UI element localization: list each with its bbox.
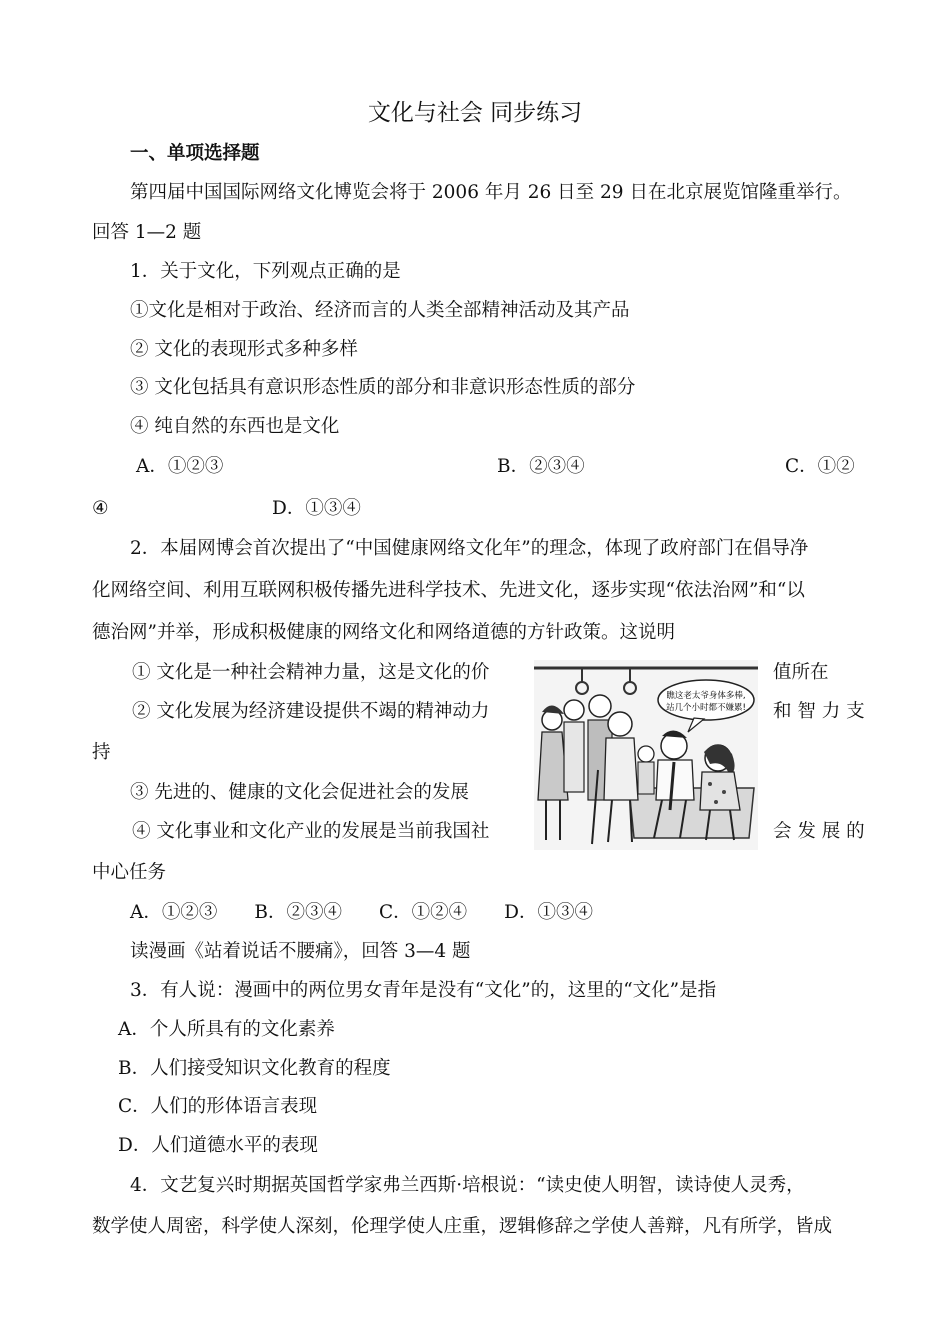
question-1-option-b: B．②③④	[497, 456, 585, 477]
intro-text: 回答 1—2 题	[92, 222, 202, 243]
intro-text: 第四届中国国际网络文化博览会将于 2006 年月 26 日至 29 日在北京展览馆隆重举行。	[130, 182, 852, 203]
question-1-option-c-cont: ④	[92, 498, 109, 519]
question-2-options: A．①②③ B．②③④ C．①②④ D．①③④	[130, 902, 593, 923]
question-2-statement: 持	[92, 742, 111, 763]
question-1-stem: 1．关于文化，下列观点正确的是	[130, 261, 401, 282]
question-3-stem: 3．有人说：漫画中的两位男女青年是没有“文化”的，这里的“文化”是指	[130, 980, 717, 1001]
question-3-option-c: C．人们的形体语言表现	[118, 1096, 318, 1117]
question-1-option-d: D．①③④	[272, 498, 361, 519]
question-3-option-b: B．人们接受知识文化教育的程度	[118, 1058, 391, 1079]
speech-bubble-text: 站几个小时都不嫌累!	[666, 703, 746, 713]
cartoon-illustration	[534, 660, 758, 850]
question-2-statement: ③ 先进的、健康的文化会促进社会的发展	[130, 782, 469, 803]
question-1-statement: ①文化是相对于政治、经济而言的人类全部精神活动及其产品	[130, 300, 630, 321]
section-heading: 一、单项选择题	[130, 143, 260, 164]
question-3-option-a: A．个人所具有的文化素养	[118, 1019, 335, 1040]
question-1-statement: ③ 文化包括具有意识形态性质的部分和非意识形态性质的部分	[130, 377, 636, 398]
question-2-statement: 和 智 力 支	[773, 701, 865, 722]
question-1-option-a: A．①②③	[136, 456, 224, 477]
question-2-statement: ② 文化发展为经济建设提供不竭的精神动力	[132, 701, 490, 722]
question-2-stem: 2．本届网博会首次提出了“中国健康网络文化年”的理念，体现了政府部门在倡导净	[130, 538, 809, 559]
speech-bubble-text: 瞧这老太爷身体多棒,	[666, 691, 746, 701]
question-1-statement: ② 文化的表现形式多种多样	[130, 339, 358, 360]
question-2-statement: ① 文化是一种社会精神力量，这是文化的价	[132, 662, 490, 683]
question-4-stem: 4．文艺复兴时期据英国哲学家弗兰西斯·培根说：“读史使人明智，读诗使人灵秀，	[130, 1175, 805, 1196]
question-2-stem: 德治网”并举，形成积极健康的网络文化和网络道德的方针政策。这说明	[92, 622, 675, 643]
question-2-statement: 会 发 展 的	[773, 821, 865, 842]
cartoon-intro: 读漫画《站着说话不腰痛》，回答 3—4 题	[130, 941, 471, 962]
question-3-option-d: D．人们道德水平的表现	[118, 1135, 318, 1156]
question-2-statement: 值所在	[773, 662, 829, 683]
question-2-statement: 中心任务	[92, 862, 167, 883]
page-title: 文化与社会 同步练习	[367, 100, 583, 126]
question-1-statement: ④ 纯自然的东西也是文化	[130, 416, 340, 437]
question-1-option-c: C．①②	[785, 456, 855, 477]
question-4-stem: 数学使人周密，科学使人深刻，伦理学使人庄重，逻辑修辞之学使人善辩，凡有所学，皆成	[92, 1216, 833, 1237]
question-2-statement: ④ 文化事业和文化产业的发展是当前我国社	[132, 821, 490, 842]
question-2-stem: 化网络空间、利用互联网积极传播先进科学技术、先进文化，逐步实现“依法治网”和“以	[92, 580, 805, 601]
